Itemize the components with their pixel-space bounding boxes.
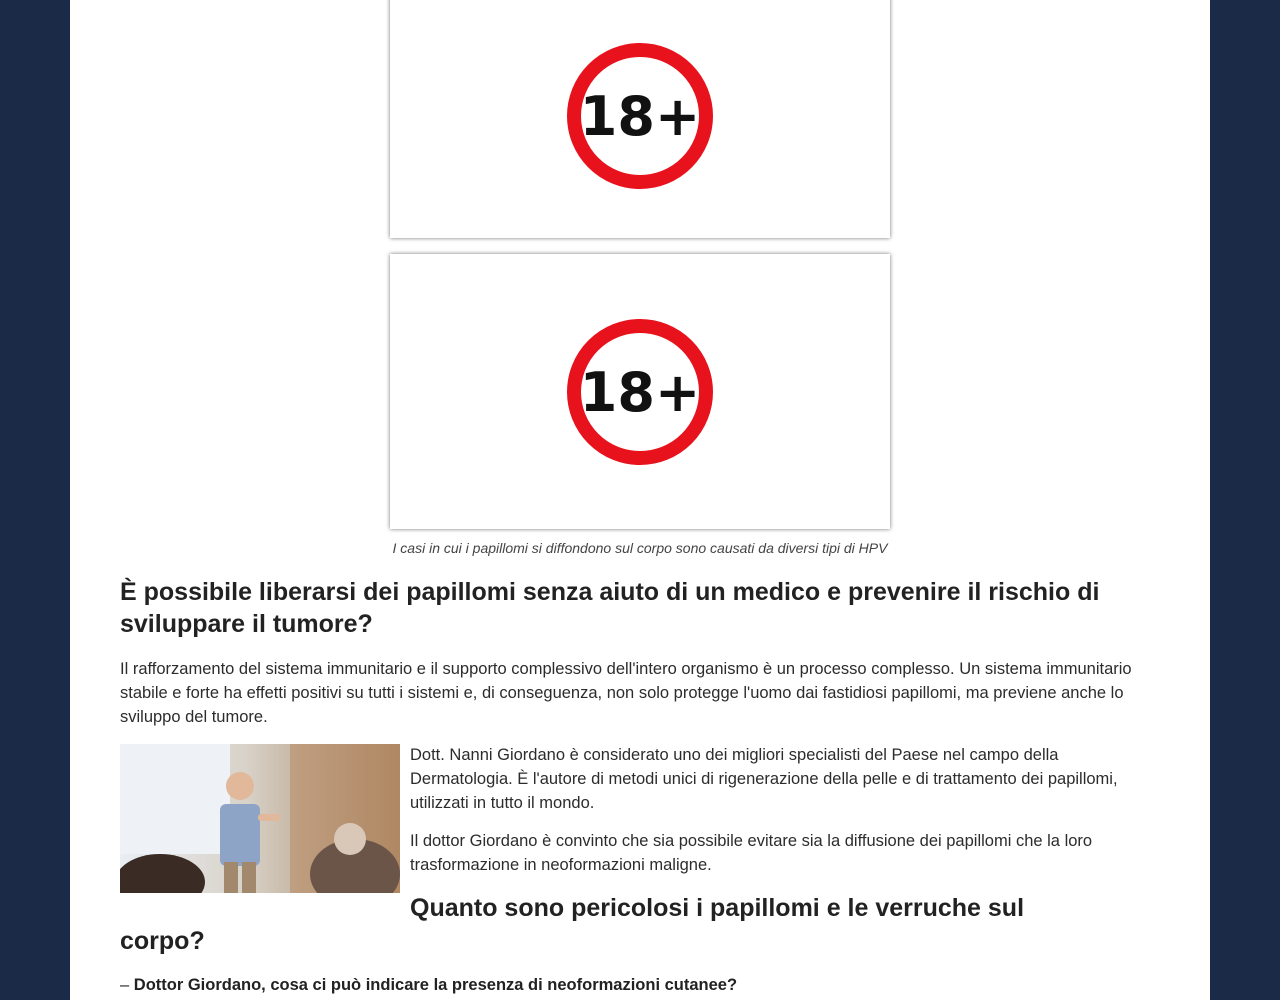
age-restricted-image-2[interactable] [390, 254, 890, 529]
question-text: Dottor Giordano, cosa ci può indicare la presenza di neoformazioni cutanee? [133, 976, 738, 994]
intro-paragraph: Il rafforzamento del sistema immunitario e il supporto complessivo dell'intero organismo è un processo complesso. Un sistema immunitario stabile e forte ha effetti positivi su tutti i sistemi e, di conseguenza, non solo protegge l'uomo dai fastidiosi papillomi, ma previene anche lo sviluppo del tumore. [120, 660, 1132, 726]
age-18-badge-icon [560, 312, 720, 472]
doctor-bio-paragraph-1: Dott. Nanni Giordano è considerato uno dei migliori specialisti del Paese nel campo della Dermatologia. È l'autore di metodi unici di rigenerazione della pelle e di trattamento dei papillomi, utilizzati in tutto il mondo. [410, 746, 1118, 812]
figure-caption: I casi in cui i papillomi si diffondono sul corpo sono causati da diversi tipi di HPV [392, 540, 888, 556]
age-18-badge-icon [560, 36, 720, 196]
age-badge-label: 18+ [579, 85, 701, 148]
interview-question [120, 973, 737, 997]
section-heading: È possibile liberarsi dei papillomi senza aiuto di un medico e prevenire il rischio di sviluppare il tumore? [120, 578, 1100, 638]
section-heading-2-line1: Quanto sono pericolosi i papillomi e le verruche sul [410, 894, 1025, 922]
question-dash: – [120, 976, 130, 994]
doctor-photo [120, 744, 400, 893]
age-badge-label: 18+ [579, 360, 701, 424]
age-restricted-image-1[interactable] [390, 0, 890, 238]
doctor-bio-paragraph-2: Il dottor Giordano è convinto che sia possibile evitare sia la diffusione dei papillomi che la loro trasformazione in neoformazioni maligne. [410, 832, 1093, 874]
article-page [70, 0, 1210, 1000]
section-heading-2-line2: corpo? [120, 927, 205, 955]
